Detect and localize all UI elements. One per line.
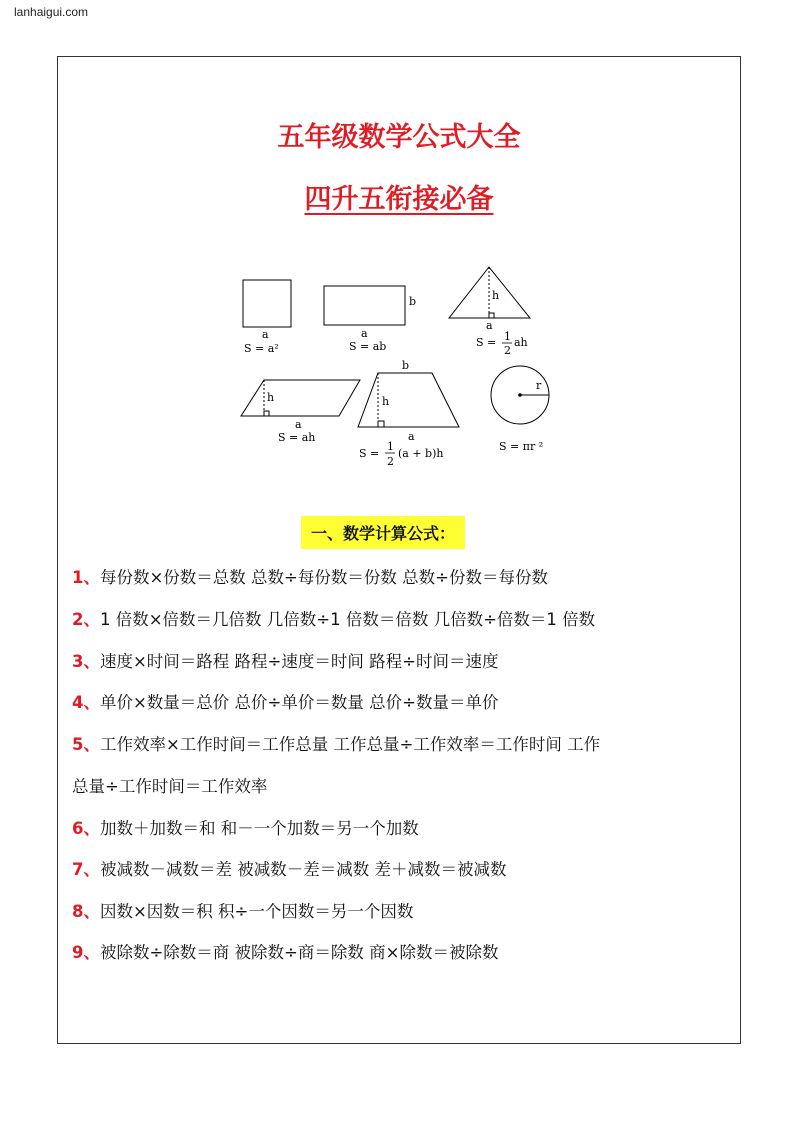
trapezoid-top-label: b (402, 359, 410, 372)
formula-text: 每份数×份数＝总数 总数÷每份数＝份数 总数÷份数＝每份数 (99, 568, 548, 587)
formula-line (72, 731, 600, 755)
trapezoid-formula-den: 2 (387, 455, 394, 468)
formula-line (72, 606, 595, 630)
formula-number: 3 (72, 652, 84, 671)
formula-line (72, 856, 506, 880)
area-formula-figure (232, 260, 572, 490)
rectangle-shape (324, 286, 405, 325)
formula-number: 7 (72, 860, 84, 879)
formula-separator: 、 (83, 568, 100, 587)
formula-line (72, 648, 498, 672)
page-title: 五年级数学公式大全 (277, 122, 521, 153)
trapezoid-formula-rhs: (a + b)h (398, 447, 444, 460)
formula-text: 单价×数量＝总价 总价÷单价＝数量 总价÷数量＝单价 (99, 693, 499, 712)
parallelogram-right-angle (264, 411, 269, 416)
subtitle-text: 四升五衔接必备 (304, 184, 494, 215)
square-side-label: a (262, 328, 269, 341)
formula-separator: 、 (83, 860, 100, 879)
triangle-base-label: a (486, 319, 493, 332)
formula-text: 1 倍数×倍数＝几倍数 几倍数÷1 倍数＝倍数 几倍数÷倍数＝1 倍数 (99, 610, 596, 629)
formula-number: 5 (72, 735, 84, 754)
formula-number: 4 (72, 693, 84, 712)
formula-text: 总量÷工作时间＝工作效率 (72, 777, 268, 796)
formula-text: 被减数－减数＝差 被减数－差＝减数 差＋减数＝被减数 (99, 860, 507, 879)
square-shape (243, 280, 291, 327)
triangle-formula-rhs: ah (514, 336, 528, 349)
formula-line (72, 939, 498, 963)
trapezoid-formula-lhs: S = (359, 447, 380, 460)
formula-separator: 、 (83, 819, 100, 838)
trapezoid-height-label: h (382, 395, 390, 408)
formula-separator: 、 (83, 735, 100, 754)
formula-text: 被除数÷除数＝商 被除数÷商＝除数 商×除数＝被除数 (99, 943, 499, 962)
formula-line-continued (72, 773, 267, 797)
circle-center (518, 393, 522, 397)
formula-separator: 、 (83, 610, 100, 629)
formula-separator: 、 (83, 943, 100, 962)
trapezoid-right-angle (378, 421, 384, 427)
rect-formula: S = ab (349, 340, 387, 353)
parallelogram-base-label: a (295, 418, 302, 431)
triangle-formula-lhs: S = (476, 336, 497, 349)
formula-text: 速度×时间＝路程 路程÷速度＝时间 路程÷时间＝速度 (99, 652, 499, 671)
document-frame (57, 56, 741, 1044)
rect-side-label: b (409, 295, 417, 308)
triangle-height-label: h (492, 289, 500, 302)
trapezoid-base-label: a (408, 430, 415, 443)
parallelogram-formula: S = ah (278, 431, 316, 444)
section-title: 一、数学计算公式： (301, 516, 465, 549)
triangle-formula-den: 2 (504, 344, 511, 357)
formula-text: 工作效率×工作时间＝工作总量 工作总量÷工作效率＝工作时间 工作 (99, 735, 601, 754)
formula-line (72, 564, 548, 588)
formula-number: 8 (72, 902, 84, 921)
formula-number: 9 (72, 943, 84, 962)
formula-number: 2 (72, 610, 84, 629)
formula-line (72, 689, 498, 713)
formula-text: 加数＋加数＝和 和－一个加数＝另一个加数 (99, 819, 419, 838)
rect-base-label: a (361, 327, 368, 340)
square-formula: S = a² (244, 342, 279, 355)
formula-line (72, 898, 413, 922)
parallelogram-shape (241, 380, 360, 416)
trapezoid-shape (358, 373, 459, 427)
trapezoid-formula-num: 1 (387, 440, 394, 453)
formula-number: 6 (72, 819, 84, 838)
formula-separator: 、 (83, 902, 100, 921)
formula-number: 1 (72, 568, 84, 587)
triangle-formula-num: 1 (504, 330, 511, 343)
circle-radius-label: r (536, 379, 542, 392)
site-label: lanhaigui.com (14, 5, 89, 19)
triangle-right-angle (489, 313, 494, 318)
formula-line (72, 815, 419, 839)
page-subtitle (58, 177, 740, 216)
formula-separator: 、 (83, 652, 100, 671)
circle-formula: S = πr ² (499, 440, 544, 453)
parallelogram-height-label: h (267, 391, 275, 404)
formula-separator: 、 (83, 693, 100, 712)
formula-text: 因数×因数＝积 积÷一个因数＝另一个因数 (99, 902, 414, 921)
